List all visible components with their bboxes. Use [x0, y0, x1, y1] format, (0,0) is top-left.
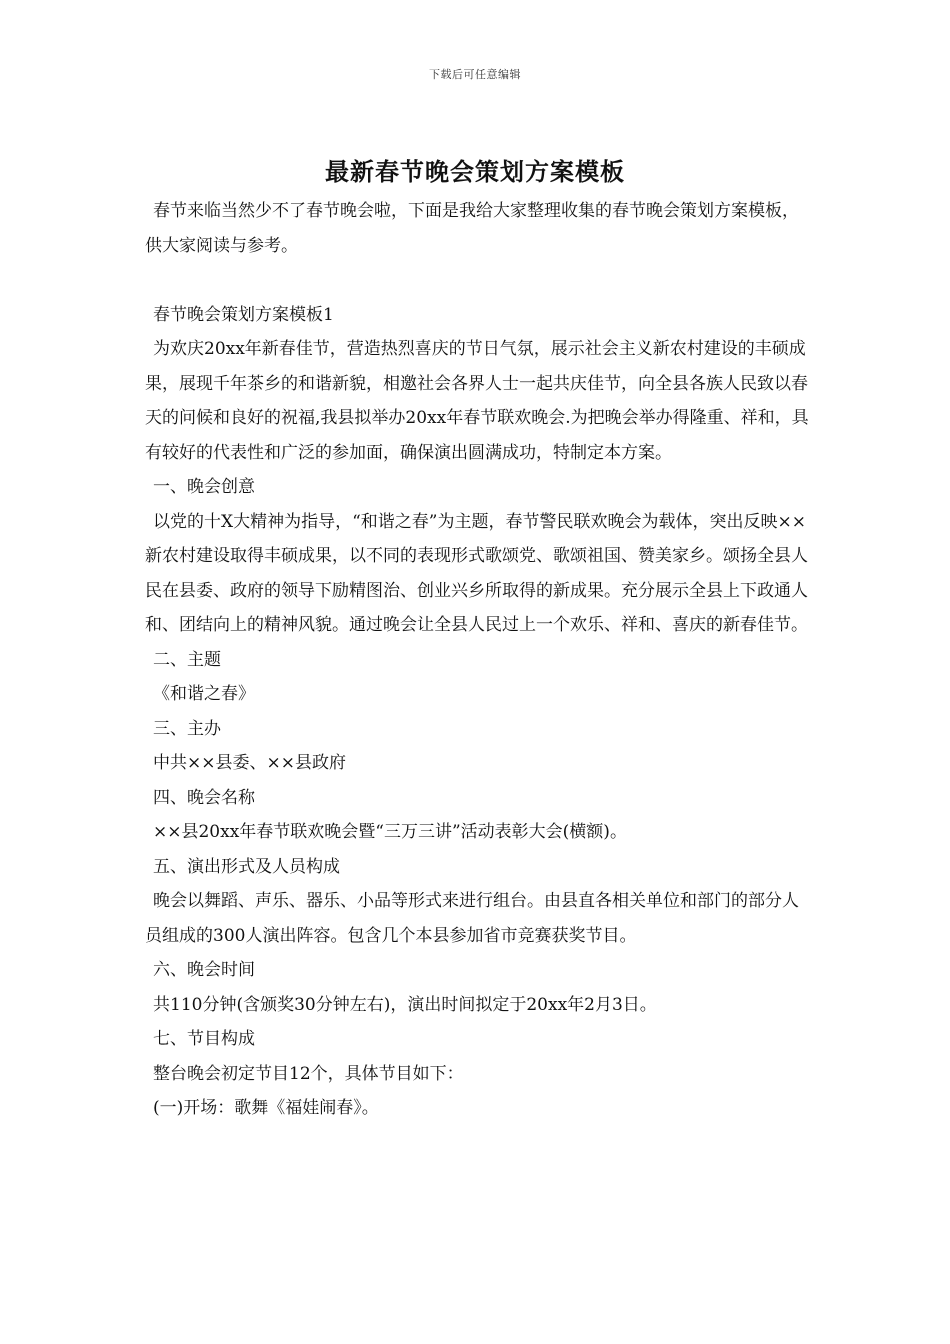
section-heading-template-1: 春节晚会策划方案模板1: [153, 304, 334, 325]
intro-paragraph: 春节来临当然少不了春节晚会啦，下面是我给大家整理收集的春节晚会策划方案模板，供大家阅读与参考。: [145, 201, 799, 256]
body-paragraph: 中共××县委、××县政府: [153, 753, 346, 773]
section-heading: 三、主办: [153, 718, 221, 739]
blank-line: [145, 263, 810, 298]
document-title: 最新春节晚会策划方案模板: [325, 157, 625, 186]
section-heading: 七、节目构成: [153, 1029, 255, 1049]
body-paragraph: 整台晚会初定节目12个，具体节目如下：: [153, 1063, 464, 1084]
section-heading: 二、主题: [153, 649, 221, 670]
section-heading: 五、演出形式及人员构成: [153, 856, 340, 877]
section-heading: 一、晚会创意: [153, 477, 255, 497]
body-paragraph: 以党的十X大精神为指导，“和谐之春”为主题，春节警民联欢晚会为载体，突出反映××新农村建设取得丰硕成果，以不同的表现形式歌颂党、歌颂祖国、赞美家乡。颂扬全县人民在县委、政府的领导下励精图治、创业兴乡所取得的新成果。充分展示全县上下政通人和、团结向上的精神风貌。通过晚会让全县人民过上一个欢乐、祥和、喜庆的新春佳节。: [145, 511, 808, 635]
section-heading: 六、晚会时间: [153, 960, 255, 980]
body-paragraph: 晚会以舞蹈、声乐、器乐、小品等形式来进行组台。由县直各相关单位和部门的部分人员组成的300人演出阵容。包含几个本县参加省市竞赛获奖节目。: [145, 891, 799, 946]
header-note: 下载后可任意编辑: [429, 68, 521, 81]
document-body: [145, 194, 810, 1126]
body-paragraph: (一)开场：歌舞《福娃闹春》。: [153, 1098, 379, 1118]
body-paragraph: 《和谐之春》: [153, 684, 255, 704]
body-paragraph: 为欢庆20xx年新春佳节，营造热烈喜庆的节日气氛，展示社会主义新农村建设的丰硕成果，展现千年茶乡的和谐新貌，相邀社会各界人士一起共庆佳节，向全县各族人民致以春天的问候和良好的祝福,我县拟举办20xx年春节联欢晚会.为把晚会举办得隆重、祥和，具有较好的代表性和广泛的参加面，确保演出圆满成功，特制定本方案。: [145, 339, 809, 463]
body-paragraph: ××县20xx年春节联欢晚会暨“三万三讲”活动表彰大会(横额)。: [153, 822, 627, 842]
section-heading: 四、晚会名称: [153, 787, 255, 808]
body-paragraph: 共110分钟(含颁奖30分钟左右)，演出时间拟定于20xx年2月3日。: [153, 994, 657, 1015]
